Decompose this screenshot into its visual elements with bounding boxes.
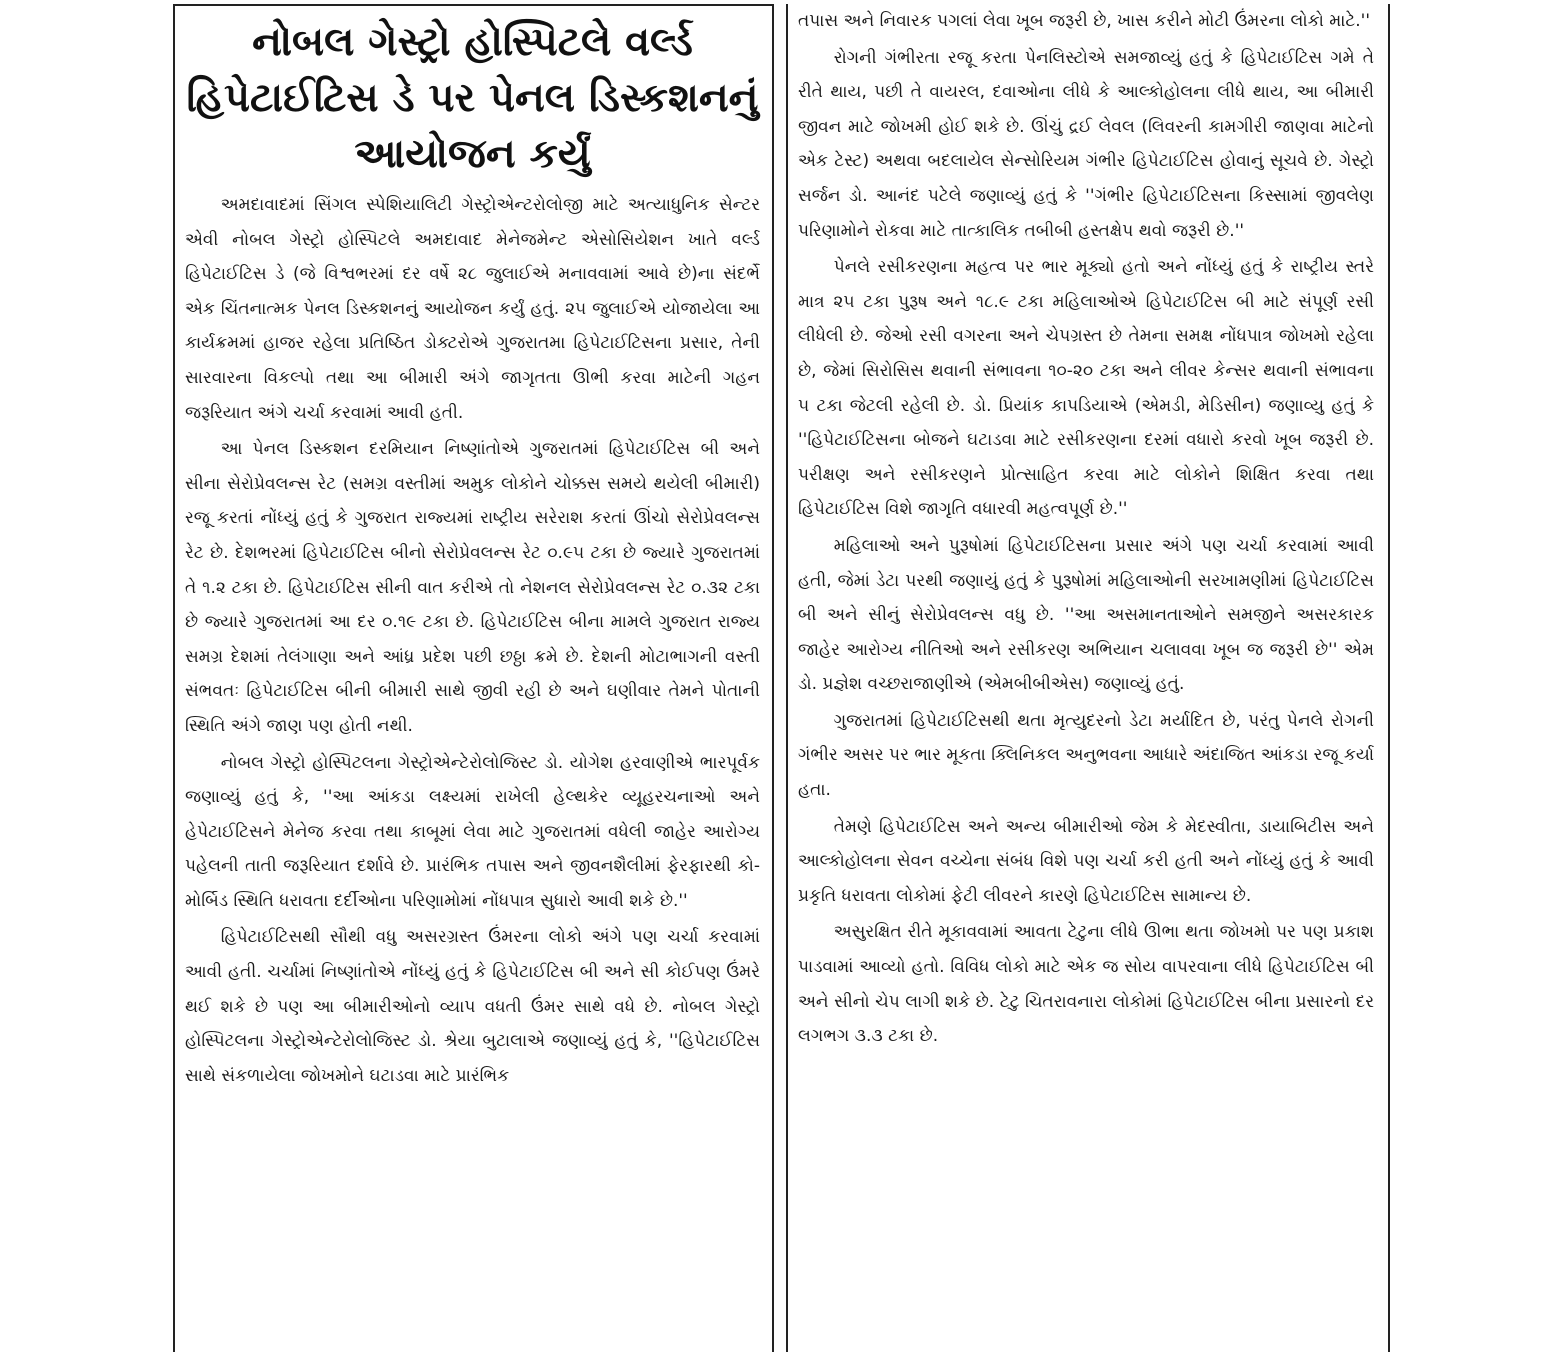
article-headline: નોબલ ગેસ્ટ્રો હોસ્પિટલે વર્લ્ડ હિપેટાઈટિસ ડે પર પેનલ ડિસ્કશનનું આયોજન કર્યું bbox=[186, 19, 759, 177]
article-paragraph: મહિલાઓ અને પુરૂષોમાં હિપેટાઈટિસના પ્રસાર અંગે પણ ચર્ચા કરવામાં આવી હતી, જેમાં ડેટા પરથી જણાયું હતું કે પુરૂષોમાં મહિલાઓની સરખામણીમાં હિપેટાઈટિસ બી અને સીનું સેરોપ્રેવલન્સ વધુ છે. ''આ અસમાનતાઓને સમજીને અસરકારક જાહેર આરોગ્ય નીતિઓ અને રસીકરણ અભિયાન ચલાવવા ખૂબ જ જરૂરી છે'' એમ ડો. પ્રજ્ઞેશ વચ્છરાજાણીએ (એમબીબીએસ) જણાવ્યું હતું. bbox=[798, 535, 1374, 695]
article-paragraph-continued: તપાસ અને નિવારક પગલાં લેવા ખૂબ જરૂરી છે, ખાસ કરીને મોટી ઉંમરના લોકો માટે.'' bbox=[798, 11, 1371, 31]
article-column-left bbox=[173, 4, 774, 1352]
article-paragraph: નોબલ ગેસ્ટ્રો હોસ્પિટલના ગેસ્ટ્રોએન્ટેરોલોજિસ્ટ ડો. યોગેશ હરવાણીએ ભારપૂર્વક જણાવ્યું હતું કે, ''આ આંકડા લક્ષ્યમાં રાખેલી હેલ્થકેર વ્યૂહરચનાઓ અને હેપેટાઈટિસને મેનેજ કરવા તથા કાબૂમાં લેવા માટે ગુજરાતમાં વધેલી જાહેર આરોગ્ય પહેલની તાતી જરૂરિયાત દર્શાવે છે. પ્રારંભિક તપાસ અને જીવનશૈલીમાં ફેરફારથી કો-મોર્બિડ સ્થિતિ ધરાવતા દર્દીઓના પરિણામોમાં નોંધપાત્ર સુધારો આવી શકે છે.'' bbox=[185, 752, 760, 911]
article-paragraph: અસુરક્ષિત રીતે મૂકાવવામાં આવતા ટેટુના લીધે ઊભા થતા જોખમો પર પણ પ્રકાશ પાડવામાં આવ્યો હતો. વિવિધ લોકો માટે એક જ સોય વાપરવાના લીધે હિપેટાઈટિસ બી અને સીનો ચેપ લાગી શકે છે. ટેટુ ચિતરાવનારા લોકોમાં હિપેટાઈટિસ બીના પ્રસારનો દર લગભગ ૩.૩ ટકા છે. bbox=[798, 922, 1374, 1047]
article-paragraph: આ પેનલ ડિસ્કશન દરમિયાન નિષ્ણાંતોએ ગુજરાતમાં હિપેટાઈટિસ બી અને સીના સેરોપ્રેવલન્સ રેટ (સમગ્ર વસ્તીમાં અમુક લોકોને ચોક્કસ સમયે થયેલી બીમારી) રજૂ કરતાં નોંધ્યું હતું કે ગુજરાત રાજ્યમાં રાષ્ટ્રીય સરેરાશ કરતાં ઊંચો સેરોપ્રેવલન્સ રેટ છે. દેશભરમાં હિપેટાઈટિસ બીનો સેરોપ્રેવલન્સ રેટ ૦.૯૫ ટકા છે જ્યારે ગુજરાતમાં તે ૧.૨ ટકા છે. હિપેટાઈટિસ સીની વાત કરીએ તો નેશનલ સેરોપ્રેવલન્સ રેટ ૦.૩૨ ટકા છે જ્યારે ગુજરાતમાં આ દર ૦.૧૯ ટકા છે. હિપેટાઈટિસ બીના મામલે ગુજરાત રાજ્ય સમગ્ર દેશમાં તેલંગાણા અને આંધ્ર પ્રદેશ પછી છઠ્ઠા ક્રમે છે. દેશની મોટાભાગની વસ્તી સંભવતઃ હિપેટાઈટિસ બીની બીમારી સાથે જીવી રહી છે અને ઘણીવાર તેમને પોતાની સ્થિતિ અંગે જાણ પણ હોતી નથી. bbox=[185, 439, 760, 736]
article-paragraph: હિપેટાઈટિસથી સૌથી વધુ અસરગ્રસ્ત ઉંમરના લોકો અંગે પણ ચર્ચા કરવામાં આવી હતી. ચર્ચામાં નિષ્ણાંતોએ નોંધ્યું હતું કે હિપેટાઈટિસ બી અને સી કોઈપણ ઉંમરે થઈ શકે છે પણ આ બીમારીઓનો વ્યાપ વધતી ઉંમર સાથે વધે છે. નોબલ ગેસ્ટ્રો હોસ્પિટલના ગેસ્ટ્રોએન્ટેરોલોજિસ્ટ ડો. શ્રેયા બુટાલાએ જણાવ્યું હતું કે, ''હિપેટાઈટિસ સાથે સંકળાયેલા જોખમોને ઘટાડવા માટે પ્રારંભિક bbox=[185, 927, 760, 1086]
article-paragraph: પેનલે રસીકરણના મહત્વ પર ભાર મૂક્યો હતો અને નોંધ્યું હતું કે રાષ્ટ્રીય સ્તરે માત્ર ૨૫ ટકા પુરૂષ અને ૧૮.૯ ટકા મહિલાઓએ હિપેટાઈટિસ બી માટે સંપૂર્ણ રસી લીધેલી છે. જેઓ રસી વગરના અને ચેપગ્રસ્ત છે તેમના સમક્ષ નોંધપાત્ર જોખમો રહેલા છે, જેમાં સિરોસિસ થવાની સંભાવના ૧૦-૨૦ ટકા અને લીવર કેન્સર થવાની સંભાવના ૫ ટકા જેટલી રહેલી છે. ડો. પ્રિયાંક કાપડિયાએ (એમડી, મેડિસીન) જણાવ્યુ હતું કે ''હિપેટાઈટિસના બોજને ઘટાડવા માટે રસીકરણના દરમાં વધારો કરવો ખૂબ જરૂરી છે. પરીક્ષણ અને રસીકરણને પ્રોત્સાહિત કરવા માટે લોકોને શિક્ષિત કરવા તથા હિપેટાઈટિસ વિશે જાગૃતિ વધારવી મહત્વપૂર્ણ છે.'' bbox=[798, 257, 1374, 520]
article-paragraph: અમદાવાદમાં સિંગલ સ્પેશિયાલિટી ગેસ્ટ્રોએન્ટરોલોજી માટે અત્યાધુનિક સેન્ટર એવી નોબલ ગેસ્ટ્રો હોસ્પિટલે અમદાવાદ મેનેજમેન્ટ એસોસિયેશન ખાતે વર્લ્ડ હિપેટાઈટિસ ડે (જે વિશ્વભરમાં દર વર્ષે ૨૮ જુલાઈએ મનાવવામાં આવે છે)ના સંદર્ભે એક ચિંતનાત્મક પેનલ ડિસ્કશનનું આયોજન કર્યું હતું. ૨૫ જુલાઈએ યોજાયેલા આ કાર્યક્રમમાં હાજર રહેલા પ્રતિષ્ઠિત ડોક્ટરોએ ગુજરાતમા હિપેટાઈટિસના પ્રસાર, તેની સારવારના વિકલ્પો તથા આ બીમારી અંગે જાગૃતતા ઊભી કરવા માટેની ગહન જરૂરિયાત અંગે ચર્ચા કરવામાં આવી હતી. bbox=[185, 195, 760, 423]
article-paragraph: તેમણે હિપેટાઈટિસ અને અન્ય બીમારીઓ જેમ કે મેદસ્વીતા, ડાયાબિટીસ અને આલ્કોહોલના સેવન વચ્ચેના સંબંધ વિશે પણ ચર્ચા કરી હતી અને નોંધ્યું હતું કે આવી પ્રકૃતિ ધરાવતા લોકોમાં ફેટી લીવરને કારણે હિપેટાઈટિસ સામાન્ય છે. bbox=[798, 816, 1374, 906]
article-paragraph: ગુજરાતમાં હિપેટાઈટિસથી થતા મૃત્યુદરનો ડેટા મર્યાદિત છે, પરંતુ પેનલે રોગની ગંભીર અસર પર ભાર મૂકતા ક્લિનિકલ અનુભવના આધારે અંદાજિત આંકડા રજૂ કર્યા હતા. bbox=[798, 710, 1374, 801]
article-column-right bbox=[786, 4, 1390, 1352]
article-paragraph: રોગની ગંભીરતા રજૂ કરતા પેનલિસ્ટોએ સમજાવ્યું હતું કે હિપેટાઈટિસ ગમે તે રીતે થાય, પછી તે વાયરલ, દવાઓના લીધે કે આલ્કોહોલના લીધે થાય, આ બીમારી જીવન માટે જોખમી હોઈ શકે છે. ઊંચું દ્રઈ લેવલ (લિવરની કામગીરી જાણવા માટેનો એક ટેસ્ટ) અથવા બદલાયેલ સેન્સોરિયમ ગંભીર હિપેટાઈટિસ હોવાનું સૂચવે છે. ગેસ્ટ્રો સર્જન ડો. આનંદ પટેલે જણાવ્યું હતું કે ''ગંભીર હિપેટાઈટિસના કિસ્સામાં જીવલેણ પરિણામોને રોકવા માટે તાત્કાલિક તબીબી હસ્તક્ષેપ થવો જરૂરી છે.'' bbox=[798, 47, 1374, 241]
